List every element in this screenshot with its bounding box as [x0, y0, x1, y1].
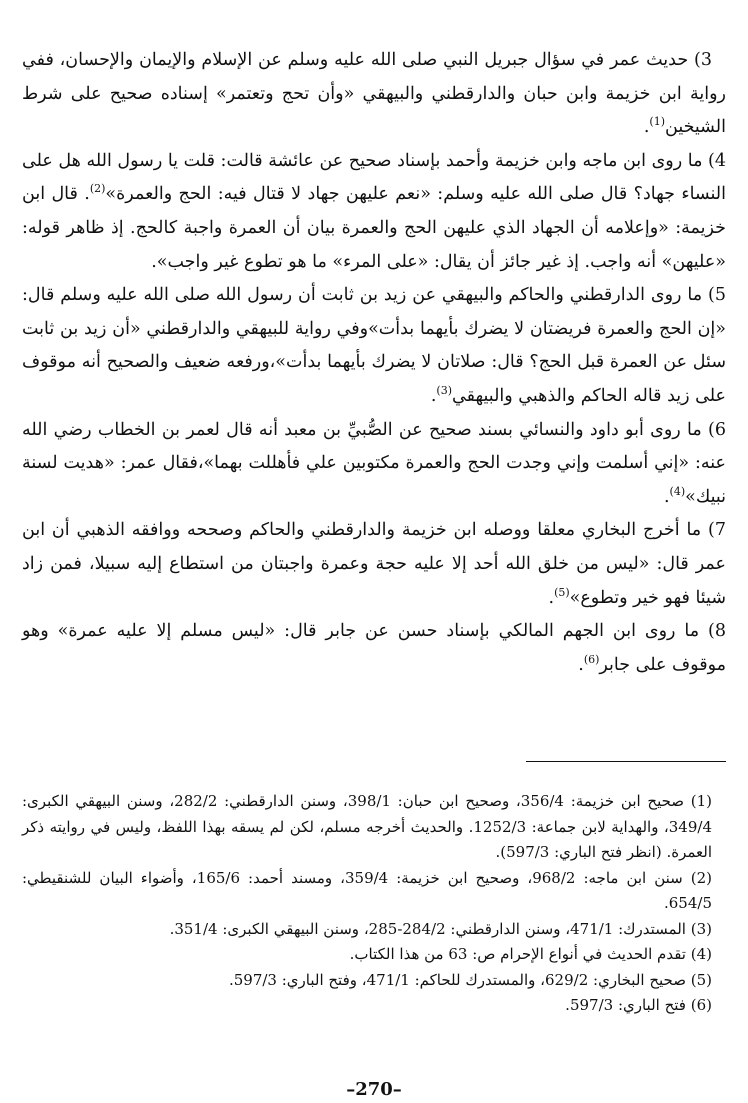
paragraph-6	[22, 414, 726, 515]
footnote-ref-1[interactable]: (1)	[649, 115, 665, 129]
paragraph-3	[22, 44, 726, 145]
footnote-2: (2) سنن ابن ماجه: 968/2، وصحيح ابن خزيمة: 359/4، ومسند أحمد: 165/6، وأضواء البيان للشنقيطي: 654/5.	[22, 868, 712, 912]
footnote-divider	[526, 761, 726, 762]
footnote-1: (1) صحيح ابن خزيمة: 356/4، وصحيح ابن حبان: 398/1، وسنن الدارقطني: 282/2، وسنن البيهقي الكبرى: 349/4، والهداية لابن جماعة: 1252/3. والحديث أخرجه مسلم، لكن لم يسقه بهذا اللفظ، وليس في روايته ذكر العمرة. (انظر فتح الباري: 597/3).	[22, 792, 712, 861]
footnote-ref-2[interactable]: (2)	[89, 182, 106, 196]
paragraph-tail: .	[548, 587, 555, 608]
paragraph-4	[22, 145, 726, 279]
paragraph-tail: .	[643, 117, 650, 138]
paragraph-text: 8) ما روى ابن الجهم المالكي بإسناد حسن عن جابر قال: «ليس مسلم إلا عليه عمرة» وهو موقوف على جابر	[22, 621, 726, 675]
paragraph-7	[22, 514, 726, 615]
paragraph-tail: .	[663, 486, 670, 507]
paragraph-text: 4) ما روى ابن ماجه وابن خزيمة وأحمد بإسناد صحيح عن عائشة قالت: قلت يا رسول الله هل على النساء جهاد؟ قال صلى الله عليه وسلم: «نعم عليهن جهاد لا قتال فيه: الحج والعمرة»	[22, 150, 726, 205]
paragraph-text: 5) ما روى الدارقطني والحاكم والبيهقي عن زيد بن ثابت أن رسول الله صلى الله عليه وسلم قال: «إن الحج والعمرة فريضتان لا يضرك بأيهما بدأت»وفي رواية للبيهقي والدارقطني «أن زيد بن ثابت سئل عن العمرة قبل الحج؟ قال: صلاتان لا يضرك بأيهما بدأت»،ورفعه ضعيف والصحيح أنه موقوف على زيد قاله الحاكم والذهبي والبيهقي	[22, 285, 726, 406]
paragraph-5	[22, 279, 726, 413]
footnote-ref-4[interactable]: (4)	[669, 484, 686, 498]
footnotes-section	[22, 789, 726, 1019]
paragraph-tail: .	[578, 654, 584, 675]
paragraph-tail: .	[430, 385, 437, 406]
footnote-ref-3[interactable]: (3)	[436, 384, 452, 398]
paragraph-text: 3) حديث عمر في سؤال جبريل النبي صلى الله عليه وسلم عن الإسلام والإيمان والإحسان، ففي رواية ابن خزيمة وابن حبان والدارقطني والبيهقي «وأن تحج وتعتمر» إسناده صحيح على شرط الشيخين	[22, 50, 726, 138]
footnote-6: (6) فتح الباري: 597/3.	[565, 996, 712, 1014]
paragraph-text: 7) ما أخرج البخاري معلقا ووصله ابن خزيمة والدارقطني والحاكم وصححه ووافقه الذهبي أن ابن عمر قال: «ليس من خلق الله أحد إلا عليه حجة وعمرة واجبتان من استطاع إليه سبيلا، فمن زاد شيئا فهو خير وتطوع»	[22, 520, 726, 608]
footnote-3: (3) المستدرك: 471/1، وسنن الدارقطني: 284/2-285، وسنن البيهقي الكبرى: 351/4.	[169, 919, 712, 938]
footnote-4: (4) تقدم الحديث في أنواع الإحرام ص: 63 من هذا الكتاب.	[349, 945, 712, 963]
paragraph-text: 6) ما روى أبو داود والنسائي بسند صحيح عن الصُّبيِّ بن معبد أنه قال لعمر بن الخطاب رضي الله عنه: «إني أسلمت وإني وجدت الحج والعمرة مكتوبين علي فأهللت بهما»،فقال عمر: «هديت لسنة نبيك»	[22, 419, 726, 507]
document-page	[22, 44, 726, 1100]
paragraph-tail: . قال ابن خزيمة: «وإعلامه أن الجهاد الذي عليهن الحج والعمرة بيان أن العمرة واجبة كالحج. إذ ظاهر قوله: «عليهن» أنه واجب. إذ غير جائز أن يقال: «على المرء» ما هو تطوع غير واجب».	[22, 184, 726, 272]
paragraph-8	[22, 615, 726, 682]
main-text	[22, 44, 726, 682]
footnote-5: (5) صحيح البخاري: 629/2، والمستدرك للحاكم: 471/1، وفتح الباري: 597/3.	[228, 970, 712, 989]
page-number: –270–	[346, 1079, 402, 1100]
footnote-ref-5[interactable]: (5)	[554, 585, 570, 599]
footnote-ref-6[interactable]: (6)	[583, 652, 600, 666]
